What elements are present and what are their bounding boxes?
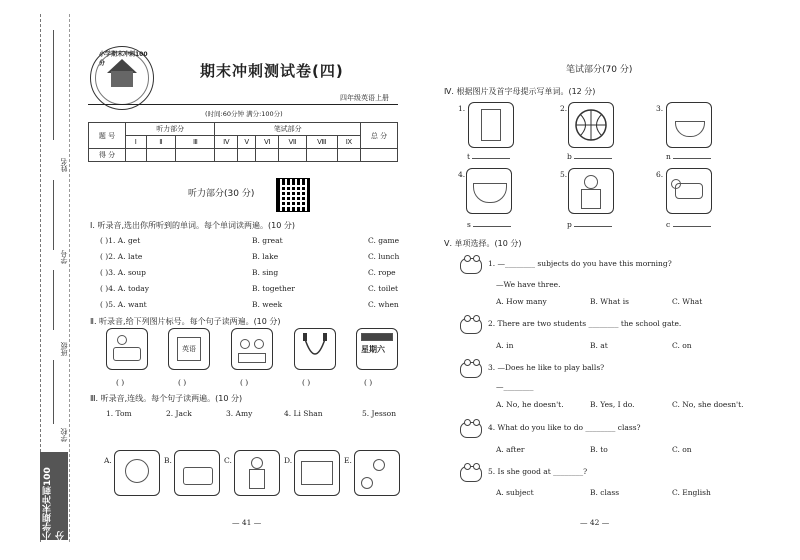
sec1-q1-b: B. great <box>252 236 283 245</box>
cat-icon <box>460 318 482 334</box>
roman-4: Ⅳ <box>215 136 238 149</box>
grade-label: 四年级英语上册 <box>340 94 389 102</box>
class-line <box>53 270 54 330</box>
sec2-title: Ⅱ. 听录音,给下列图片标号。每个句子读两遍。(10 分) <box>90 317 281 326</box>
basketball-picture <box>568 102 614 148</box>
name-label: 姓名 <box>60 158 68 172</box>
sec4-letter-3: n <box>666 152 711 161</box>
english-book-picture <box>168 328 210 370</box>
sec5-q3-a: A. No, he doesn't. <box>496 400 564 409</box>
sec3-name-4: 4. Li Shan <box>284 409 323 418</box>
match-picture-c <box>234 450 280 496</box>
sec2-paren-5: ( ) <box>364 378 373 387</box>
sec4-letter-4: s <box>467 220 511 229</box>
roman-5: Ⅴ <box>238 136 256 149</box>
roman-1: Ⅰ <box>126 136 147 149</box>
score-header-written: 笔试部分 <box>215 123 361 136</box>
sec3-name-2: 2. Jack <box>166 409 192 418</box>
sec5-q3-extra: —________ <box>496 382 534 391</box>
sec5-q3-c: C. No, she doesn't. <box>672 400 744 409</box>
name-line <box>53 30 54 140</box>
sec5-q5-b: B. class <box>590 488 620 497</box>
sec1-q5-b: B. week <box>252 300 283 309</box>
toilet-picture <box>468 102 514 148</box>
match-picture-d <box>294 450 340 496</box>
roman-9: Ⅸ <box>338 136 361 149</box>
sec5-q1-c: C. What <box>672 297 703 306</box>
cat-icon <box>460 362 482 378</box>
sec1-q4-b: B. together <box>252 284 295 293</box>
school-label: 学校 <box>60 428 68 442</box>
cow-picture <box>666 168 712 214</box>
logo <box>90 46 154 110</box>
score-header-no: 题 号 <box>89 123 126 149</box>
sec4-letter-5: p <box>567 220 612 229</box>
family-picture <box>231 328 273 370</box>
sec5-q1: 1. —________ subjects do you have this morning? <box>488 259 672 268</box>
student-no-label: 学号 <box>60 250 68 264</box>
cat-icon <box>460 466 482 482</box>
page-number-right: — 42 — <box>580 518 610 527</box>
sec3-letter-d: D. <box>284 456 293 465</box>
sec3-name-1: 1. Tom <box>106 409 132 418</box>
sec5-q4-c: C. on <box>672 445 692 454</box>
score-row-label: 得 分 <box>89 149 126 162</box>
sec4-title: Ⅳ. 根据图片及首字母提示写单词。(12 分) <box>444 87 596 96</box>
sec4-num-6: 6. <box>656 170 664 179</box>
sec5-q2-c: C. on <box>672 341 692 350</box>
sec1-q3-b: B. sing <box>252 268 279 277</box>
basketball-icon <box>569 103 613 147</box>
sec5-q3: 3. —Does he like to play balls? <box>488 363 605 372</box>
sec5-q4-b: B. to <box>590 445 608 454</box>
cat-icon <box>460 422 482 438</box>
sec3-letter-b: B. <box>164 456 172 465</box>
class-label: 班级 <box>60 342 68 356</box>
roman-7: Ⅶ <box>279 136 306 149</box>
sec1-q3: ( )3. A. soup <box>100 268 146 277</box>
soup-picture <box>466 168 512 214</box>
book-label: 英语 <box>177 337 201 361</box>
calendar-label: 星期六 <box>361 345 385 354</box>
logo-text: 小学期末冲刺100分 <box>99 51 148 67</box>
sec2-paren-1: ( ) <box>116 378 125 387</box>
calendar-picture <box>356 328 398 370</box>
jump-rope-icon <box>295 329 335 369</box>
sec2-paren-2: ( ) <box>178 378 187 387</box>
sec5-q4: 4. What do you like to do ________ class? <box>488 423 641 432</box>
qr-code-icon <box>276 178 310 212</box>
score-header-listening: 听力部分 <box>126 123 215 136</box>
sec4-num-1: 1. <box>458 104 466 113</box>
header-rule <box>88 104 398 105</box>
score-table <box>88 122 398 162</box>
jump-rope-picture <box>294 328 336 370</box>
sec5-q5-a: A. subject <box>496 488 534 497</box>
sec4-num-2: 2. <box>560 104 568 113</box>
sec1-title: Ⅰ. 听录音,选出你所听到的单词。每个单词读两遍。(10 分) <box>90 221 295 230</box>
sec2-paren-3: ( ) <box>240 378 249 387</box>
sec1-q2: ( )2. A. late <box>100 252 143 261</box>
match-picture-b <box>174 450 220 496</box>
match-picture-e <box>354 450 400 496</box>
roman-3: Ⅲ <box>176 136 215 149</box>
brand-box <box>40 452 68 540</box>
noodles-picture <box>666 102 712 148</box>
listening-heading: 听力部分(30 分) <box>188 189 255 199</box>
sec1-q4: ( )4. A. today <box>100 284 149 293</box>
sec5-q5-c: C. English <box>672 488 711 497</box>
written-heading: 笔试部分(70 分) <box>566 65 633 75</box>
sec1-q2-b: B. lake <box>252 252 279 261</box>
sec5-q3-b: B. Yes, I do. <box>590 400 635 409</box>
sec3-name-3: 3. Amy <box>226 409 253 418</box>
roman-6: Ⅵ <box>256 136 279 149</box>
page-title: 期末冲刺测试卷(四) <box>200 62 344 80</box>
policeman-picture <box>568 168 614 214</box>
sec5-q2-a: A. in <box>496 341 514 350</box>
sec1-q5: ( )5. A. want <box>100 300 147 309</box>
page-number-left: — 41 — <box>232 518 262 527</box>
sec1-q4-c: C. toilet <box>368 284 399 293</box>
time-info: (时间:60分钟 满分:100分) <box>205 110 283 118</box>
sec2-paren-4: ( ) <box>302 378 311 387</box>
sec4-num-3: 3. <box>656 104 664 113</box>
score-header-total: 总 分 <box>361 123 398 149</box>
sec3-name-5: 5. Jesson <box>362 409 397 418</box>
roman-8: Ⅷ <box>306 136 338 149</box>
school-line <box>53 360 54 424</box>
sec4-letter-6: c <box>666 220 711 229</box>
sec1-q3-c: C. rope <box>368 268 396 277</box>
sec1-q1: ( )1. A. get <box>100 236 141 245</box>
sec1-q1-c: C. game <box>368 236 400 245</box>
sec1-q2-c: C. lunch <box>368 252 400 261</box>
sec5-title: Ⅴ. 单项选择。(10 分) <box>444 239 522 248</box>
sec4-letter-2: b <box>567 152 612 161</box>
sec3-letter-c: C. <box>224 456 232 465</box>
roman-2: Ⅱ <box>146 136 176 149</box>
brand-text: 小学期末冲刺100分 <box>43 467 66 540</box>
sec3-letter-a: A. <box>104 456 112 465</box>
sec5-q1-extra: —We have three. <box>496 280 561 289</box>
sec5-q2: 2. There are two students ________ the school gate. <box>488 319 682 328</box>
sec4-num-5: 5. <box>560 170 568 179</box>
ball-icon <box>361 477 373 489</box>
sec4-letter-1: t <box>467 152 510 161</box>
picnic-picture <box>106 328 148 370</box>
sec5-q2-b: B. at <box>590 341 608 350</box>
student-no-line <box>53 180 54 250</box>
sec5-q4-a: A. after <box>496 445 525 454</box>
cat-icon <box>460 258 482 274</box>
sec1-q5-c: C. when <box>368 300 399 309</box>
sec5-q1-a: A. How many <box>496 297 547 306</box>
match-picture-a <box>114 450 160 496</box>
sec4-num-4: 4. <box>458 170 466 179</box>
sec3-letter-e: E. <box>344 456 352 465</box>
sec3-title: Ⅲ. 听录音,连线。每个句子读两遍。(10 分) <box>90 394 243 403</box>
sec5-q5: 5. Is she good at ________? <box>488 467 588 476</box>
sec5-q1-b: B. What is <box>590 297 629 306</box>
